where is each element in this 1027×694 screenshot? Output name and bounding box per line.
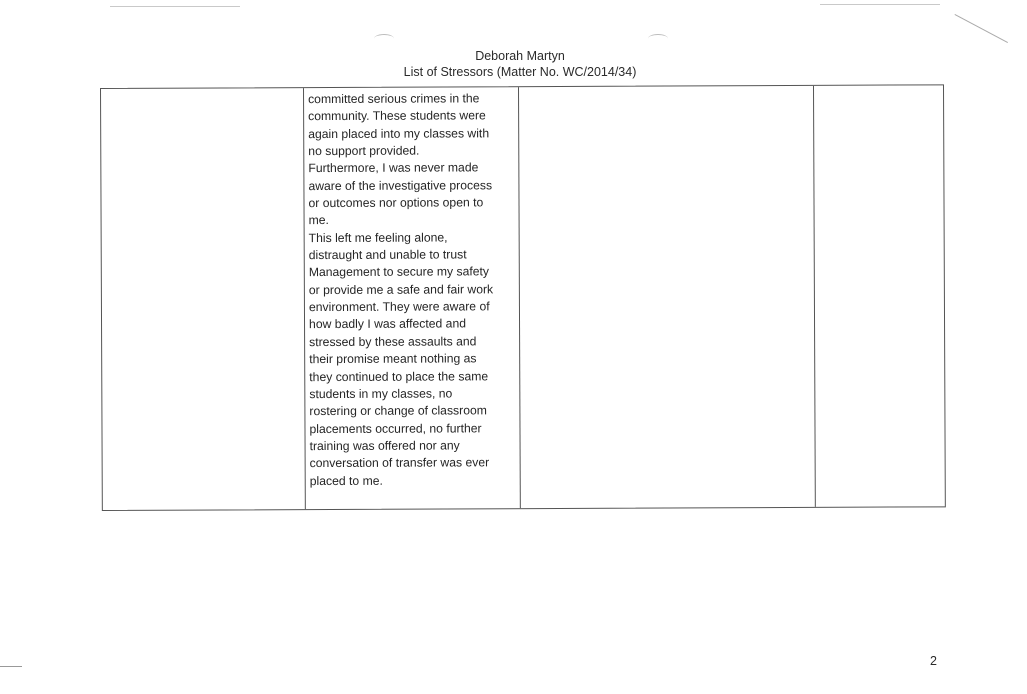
document-subtitle: List of Stressors (Matter No. WC/2014/34) — [403, 65, 637, 79]
scan-artifact-corner — [955, 14, 1008, 43]
page-number: 2 — [930, 654, 937, 668]
punch-hole-left — [374, 34, 394, 43]
column-divider-2 — [518, 87, 521, 508]
stressors-table — [100, 84, 946, 511]
table-cell-description: committed serious crimes in the community. These students were again placed into my classes with no support provided. Furthermore, I was never made aware of the investigative process or outcomes nor options open to me. This left me feeling alone, distraught and unable to trust Management to secure my safety or provide me a safe and fair work environment. They were aware of how badly I was affected and stressed by these assaults and their promise meant nothing as they continued to place the same students in my classes, no rostering or change of classroom placements occurred, no further training was offered nor any conversation of transfer was ever placed to me. — [308, 91, 494, 488]
scan-artifact-top — [110, 6, 240, 7]
column-divider-3 — [813, 86, 816, 507]
punch-hole-right — [648, 34, 668, 43]
scan-artifact-top-right — [820, 4, 940, 5]
scan-artifact-left — [0, 666, 22, 667]
column-divider-1 — [303, 88, 306, 509]
author-name: Deborah Martyn — [475, 49, 565, 63]
